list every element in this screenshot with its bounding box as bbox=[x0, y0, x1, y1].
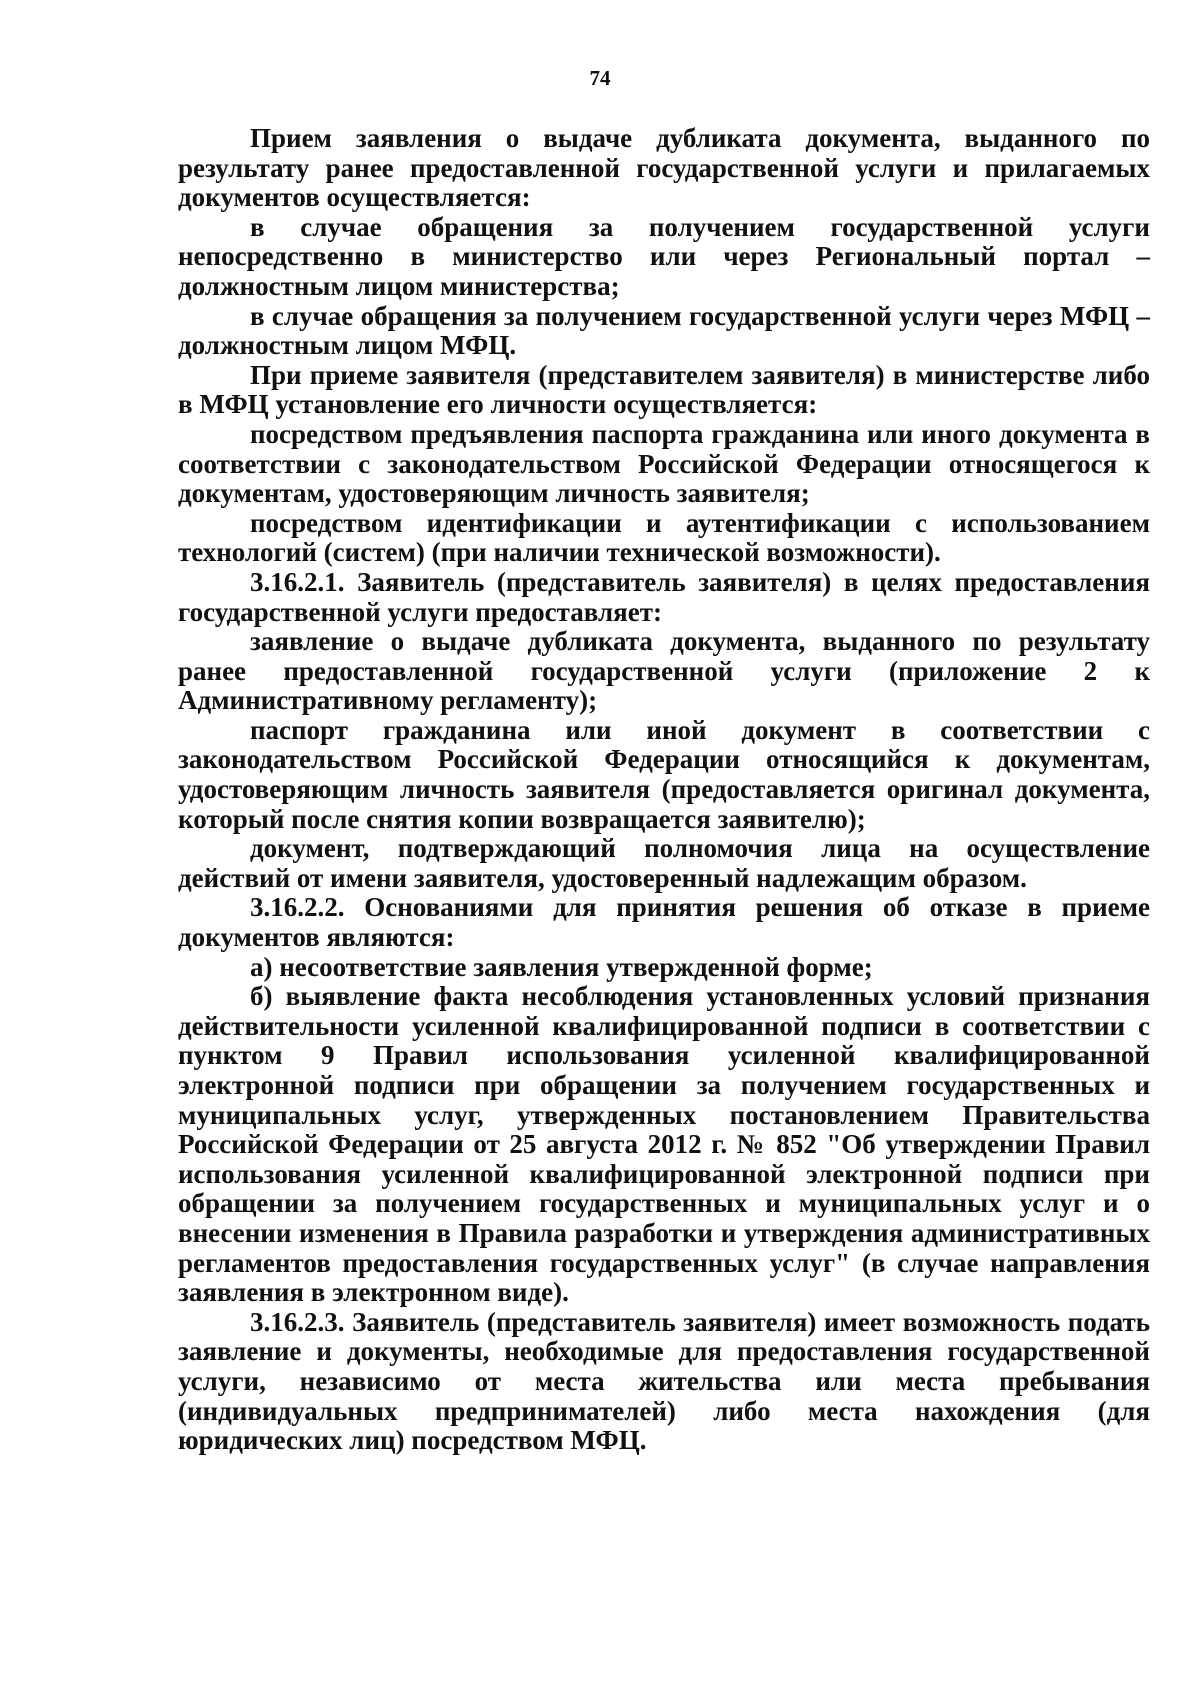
paragraph: посредством идентификации и аутентификации с использованием технологий (систем) (при наличии технической возможности). bbox=[178, 507, 1150, 568]
paragraph: При приеме заявителя (представителем заявителя) в министерстве либо в МФЦ установление его личности осуществляется: bbox=[178, 359, 1150, 420]
paragraph: документ, подтверждающий полномочия лица на осуществление действий от имени заявителя, удостоверенный надлежащим образом. bbox=[178, 833, 1150, 893]
paragraph: посредством предъявления паспорта гражданина или иного документа в соответствии с законодательством Российской Федерации относящегося к документам, удостоверяющим личность заявителя; bbox=[178, 418, 1150, 509]
paragraph: в случае обращения за получением государственной услуги непосредственно в министерство или через Региональный портал – должностным лицом министерства; bbox=[178, 211, 1150, 301]
body-text bbox=[178, 124, 1150, 1456]
paragraph: заявление о выдаче дубликата документа, выданного по результату ранее предоставленной государственной услуги (приложение 2 к Административному регламенту); bbox=[178, 626, 1150, 716]
paragraph: б) выявление факта несоблюдения установленных условий признания действительности усиленной квалифицированной подписи в соответствии с пунктом 9 Правил использования усиленной квалифицированной электронной подписи при обращении за получением государственных и муниципальных услуг, утвержденных постановлением Правительства Российской Федерации от 25 августа 2012 г. № 852 "Об утверждении Правил использования усиленной квалифицированной электронной подписи при обращении за получением государственных и муниципальных услуг и о внесении изменения в Правила разработки и утверждения административных регламентов предоставления государственных услуг" (в случае направления заявления в электронном виде). bbox=[178, 981, 1150, 1308]
paragraph: в случае обращения за получением государственной услуги через МФЦ – должностным лицом МФЦ. bbox=[178, 300, 1150, 361]
paragraph: Прием заявления о выдаче дубликата документа, выданного по результату ранее предоставленной государственной услуги и прилагаемых документов осуществляется: bbox=[178, 123, 1150, 213]
paragraph: 3.16.2.3. Заявитель (представитель заявителя) имеет возможность подать заявление и документы, необходимые для предоставления государственной услуги, независимо от места жительства или места пребывания (индивидуальных предпринимателей) либо места нахождения (для юридических лиц) посредством МФЦ. bbox=[178, 1306, 1150, 1456]
paragraph: 3.16.2.1. Заявитель (представитель заявителя) в целях предоставления государственной услуги предоставляет: bbox=[178, 566, 1150, 627]
paragraph: 3.16.2.2. Основаниями для принятия решения об отказе в приеме документов являются: bbox=[178, 892, 1150, 953]
paragraph: а) несоответствие заявления утвержденной форме; bbox=[250, 951, 873, 982]
paragraph: паспорт гражданина или иной документ в соответствии с законодательством Российской Федерации относящийся к документам, удостоверяющим личность заявителя (предоставляется оригинал документа, который после снятия копии возвращается заявителю); bbox=[178, 714, 1150, 834]
page-number: 74 bbox=[589, 66, 611, 90]
